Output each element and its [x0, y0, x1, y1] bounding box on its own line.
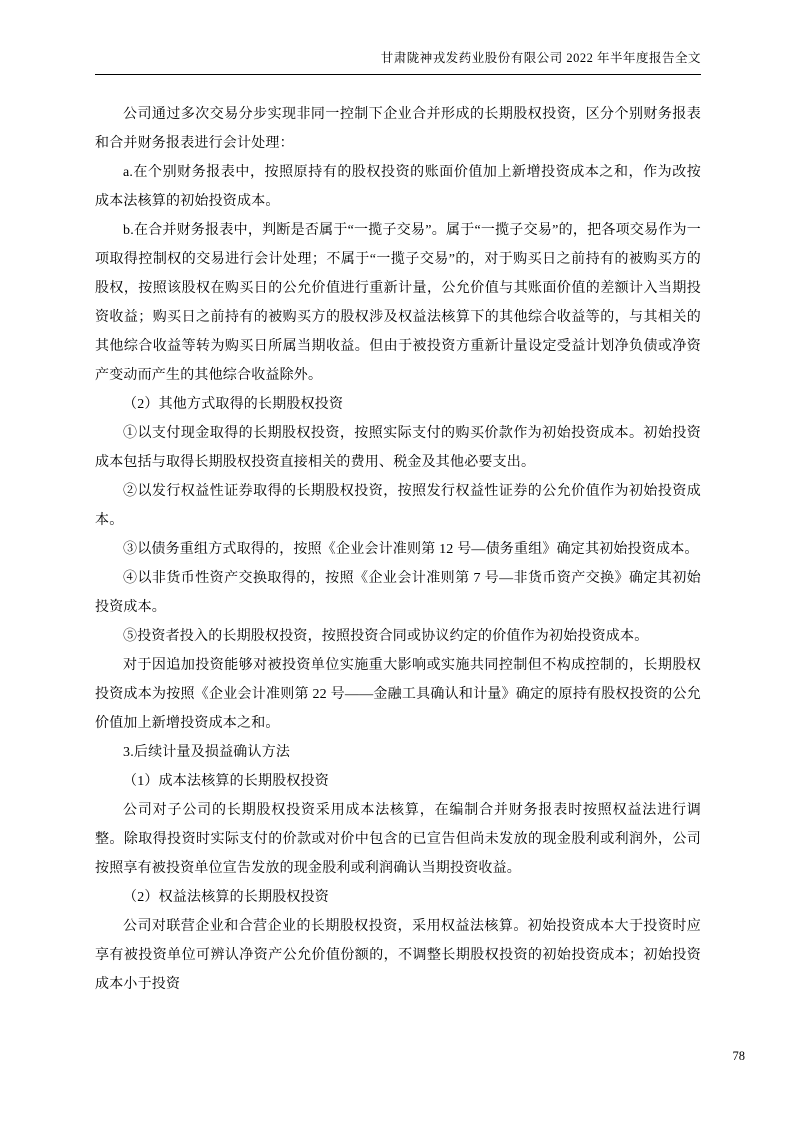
paragraph: ⑤投资者投入的长期股权投资，按照投资合同或协议约定的价值作为初始投资成本。 — [123, 629, 649, 644]
paragraph: ②以发行权益性证券取得的长期股权投资，按照发行权益性证券的公允价值作为初始投资成本。 — [95, 484, 701, 528]
paragraph: ③以债务重组方式取得的，按照《企业会计准则第 12 号—债务重组》确定其初始投资成本。 — [123, 542, 699, 557]
paragraph: （2）其他方式取得的长期股权投资 — [123, 397, 344, 412]
page-header — [95, 48, 701, 75]
paragraph: b.在合并财务报表中，判断是否属于“一揽子交易”。属于“一揽子交易”的，把各项交易作为一项取得控制权的交易进行会计处理；不属于“一揽子交易”的，对于购买日之前持有的被购买方的股权，按照该股权在购买日的公允价值进行重新计量，公允价值与其账面价值的差额计入当期投资收益；购买日之前持有的被购买方的股权涉及权益法核算下的其他综合收益等的，与其相关的其他综合收益等转为购买日所属当期收益。但由于被投资方重新计量设定受益计划净负债或净资产变动而产生的其他综合收益除外。 — [95, 223, 701, 383]
paragraph: 对于因追加投资能够对被投资单位实施重大影响或实施共同控制但不构成控制的，长期股权投资成本为按照《企业会计准则第 22 号——金融工具确认和计量》确定的原持有股权投资的公允价值加上新增投资成本之和。 — [95, 658, 701, 731]
paragraph: 3.后续计量及损益确认方法 — [123, 745, 291, 760]
paragraph: ①以支付现金取得的长期股权投资，按照实际支付的购买价款作为初始投资成本。初始投资成本包括与取得长期股权投资直接相关的费用、税金及其他必要支出。 — [95, 426, 701, 470]
page-number: 78 — [732, 1049, 745, 1063]
paragraph: （2）权益法核算的长期股权投资 — [123, 890, 329, 905]
paragraph: 公司对子公司的长期股权投资采用成本法核算，在编制合并财务报表时按照权益法进行调整。除取得投资时实际支付的价款或对价中包含的已宣告但尚未发放的现金股利或利润外，公司按照享有被投资单位宣告发放的现金股利或利润确认当期投资收益。 — [95, 803, 701, 876]
paragraph: ④以非货币性资产交换取得的，按照《企业会计准则第 7 号—非货币资产交换》确定其初始投资成本。 — [95, 571, 701, 615]
paragraph: 公司通过多次交易分步实现非同一控制下企业合并形成的长期股权投资，区分个别财务报表和合并财务报表进行会计处理： — [95, 107, 701, 151]
document-body — [95, 100, 701, 999]
paragraph: 公司对联营企业和合营企业的长期股权投资，采用权益法核算。初始投资成本大于投资时应享有被投资单位可辨认净资产公允价值份额的，不调整长期股权投资的初始投资成本；初始投资成本小于投资 — [95, 919, 701, 992]
paragraph: （1）成本法核算的长期股权投资 — [123, 774, 329, 789]
paragraph: a.在个别财务报表中，按照原持有的股权投资的账面价值加上新增投资成本之和，作为改按成本法核算的初始投资成本。 — [95, 165, 701, 209]
page-footer — [733, 1049, 746, 1064]
report-header-title: 甘肃陇神戎发药业股份有限公司 2022 年半年度报告全文 — [380, 51, 701, 65]
